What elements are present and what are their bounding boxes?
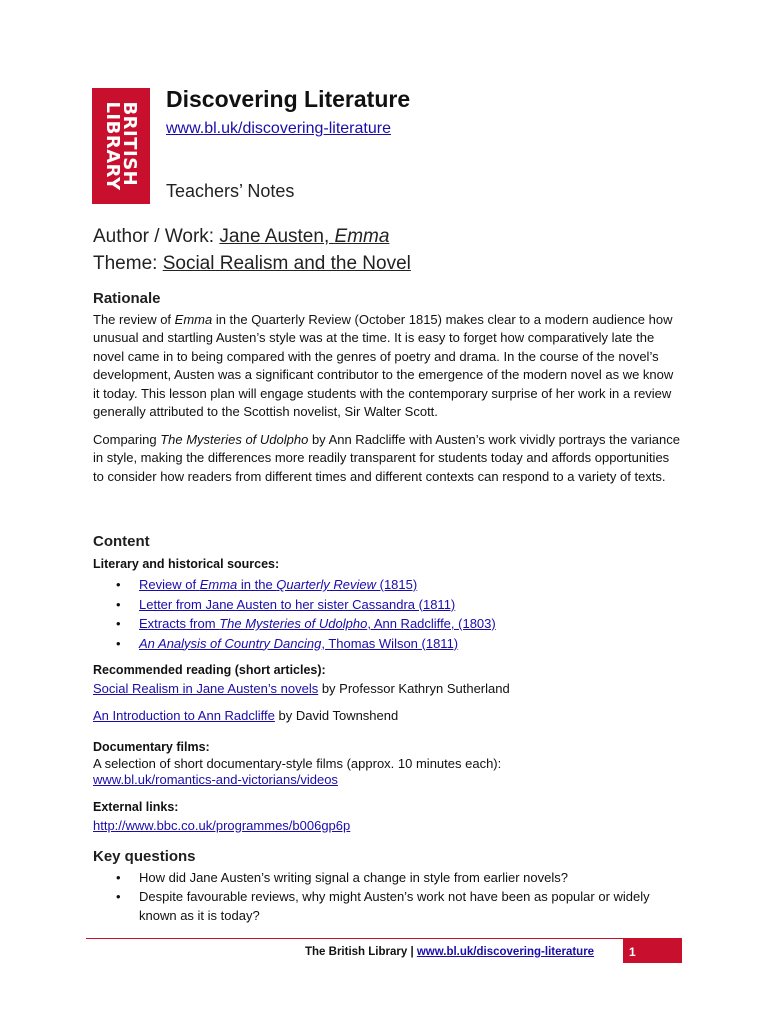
list-item — [93, 634, 683, 654]
footer-link[interactable]: www.bl.uk/discovering-literature — [416, 946, 595, 958]
external-label: External links: — [93, 800, 179, 814]
rationale-heading: Rationale — [93, 290, 161, 307]
key-questions-section — [93, 848, 683, 925]
footer-divider — [86, 938, 682, 939]
sources-list — [93, 575, 683, 653]
source-link-country-dancing[interactable]: An Analysis of Country Dancing, Thomas Wilson (1811) — [139, 635, 459, 651]
theme-value: Social Realism and the Novel — [162, 253, 411, 274]
list-item — [93, 614, 683, 634]
theme-label: Theme: — [93, 253, 163, 274]
list-item — [93, 595, 683, 615]
key-questions-list — [93, 868, 683, 925]
sources-label: Literary and historical sources: — [93, 556, 280, 571]
theme-line — [93, 253, 411, 275]
reading-item-2: An Introduction to Ann Radcliffe by David Townshend — [93, 708, 399, 723]
logo-line-library: LIBRARY — [102, 101, 123, 191]
key-questions-heading: Key questions — [93, 848, 196, 865]
source-link-udolpho[interactable]: Extracts from The Mysteries of Udolpho, Ann Radcliffe, (1803) — [139, 616, 496, 631]
films-link[interactable]: www.bl.uk/romantics-and-victorians/videos — [93, 772, 338, 787]
reading-label: Recommended reading (short articles): — [93, 663, 326, 677]
content-section — [93, 533, 683, 835]
logo-text — [102, 101, 141, 191]
rationale-paragraph-2: Comparing The Mysteries of Udolpho by Ann Radcliffe with Austen’s work vividly portrays the variance in style, making the differences more readily transparent for students today and affords opportunities to consider how readers from different times and different contexts can respond to a variety of texts. — [93, 431, 680, 484]
content-heading: Content — [93, 533, 150, 550]
author-label: Author / Work: — [93, 226, 220, 247]
rationale-section — [93, 290, 683, 486]
source-link-letter-cassandra[interactable]: Letter from Jane Austen to her sister Cassandra (1811) — [139, 596, 456, 612]
films-label: Documentary films: — [93, 739, 210, 754]
external-link[interactable]: http://www.bbc.co.uk/programmes/b006gp6p — [93, 817, 351, 833]
list-item: • Despite favourable reviews, why might Austen’s work not have been as popular or widely known as it is today? — [93, 887, 683, 925]
list-item — [93, 575, 683, 595]
reading-item-1: Social Realism in Jane Austen’s novels by Professor Kathryn Sutherland — [93, 680, 510, 696]
page-number: 1 — [629, 945, 636, 959]
films-text: A selection of short documentary-style films (approx. 10 minutes each): — [93, 756, 502, 771]
british-library-logo — [92, 88, 150, 204]
footer-org: The British Library — [305, 946, 408, 958]
list-item: • How did Jane Austen’s writing signal a change in style from earlier novels? — [93, 868, 683, 887]
source-link-review-emma[interactable]: Review of Emma in the Quarterly Review (1815) — [139, 577, 418, 592]
footer-text: The British Library | www.bl.uk/discovering-literature — [305, 946, 595, 958]
page-title: Discovering Literature — [166, 86, 411, 112]
rationale-paragraph-1: The review of Emma in the Quarterly Review (October 1815) makes clear to a modern audience how unusual and startling Austen’s style was at the time. It is easy to forget how comparatively late the novel came in to being compared with the genres of poetry and drama. In the course of the novel’s development, Austen was a significant contributor to the emergence of the modern novel as we know it today. This lesson plan will engage students with the contemporary surprise of her work in a review generally attributed to the Scottish novelist, Sir Walter Scott. — [93, 311, 674, 419]
site-link[interactable]: www.bl.uk/discovering-literature — [166, 120, 391, 137]
author-work-line — [93, 226, 389, 248]
notes-type: Teachers’ Notes — [166, 181, 295, 201]
author-value: Jane Austen, Emma — [219, 226, 390, 247]
reading-link-radcliffe[interactable]: An Introduction to Ann Radcliffe — [93, 708, 275, 723]
logo-line-british: BRITISH — [119, 101, 141, 187]
reading-link-social-realism[interactable]: Social Realism in Jane Austen’s novels — [93, 680, 319, 696]
